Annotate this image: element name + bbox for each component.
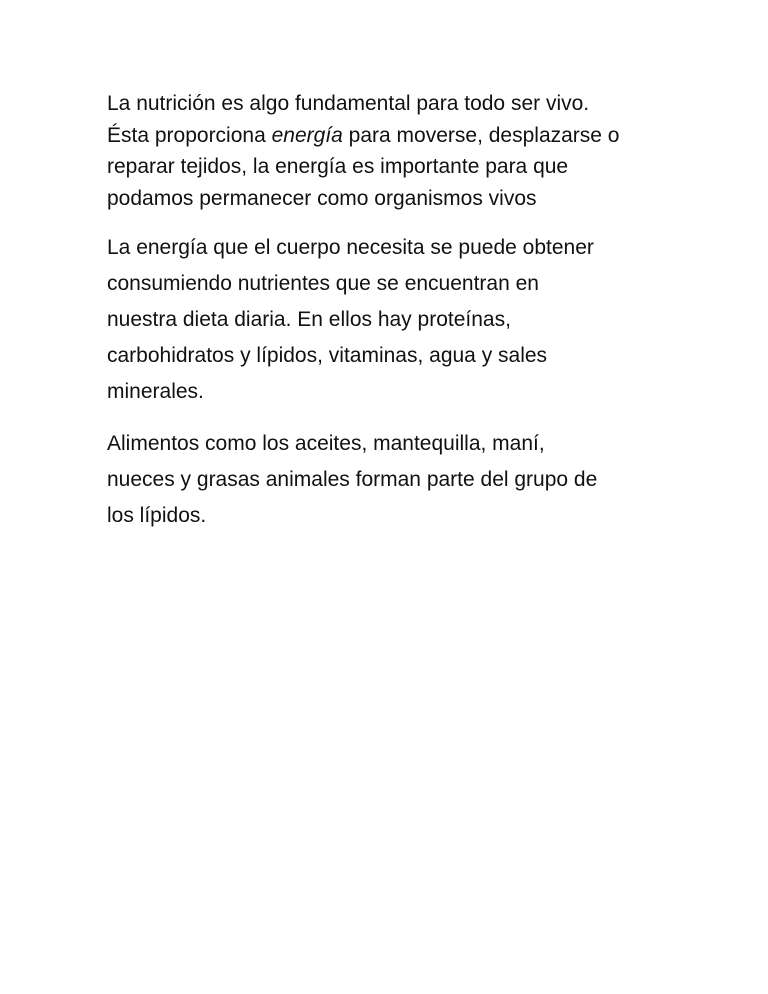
text-line: Alimentos como los aceites, mantequilla, maní, (107, 432, 545, 455)
text-line: nuestra dieta diaria. En ellos hay proteínas, (107, 308, 511, 331)
text-segment: Ésta proporciona (107, 123, 272, 147)
text-line: La energía que el cuerpo necesita se puede obtener (107, 236, 594, 259)
document-body (107, 88, 707, 534)
text-segment: para moverse, desplazarse o (342, 123, 620, 147)
paragraph-lipids (107, 426, 707, 534)
text-line: carbohidratos y lípidos, vitaminas, agua y sales (107, 344, 548, 367)
text-line: reparar tejidos, la energía es importante para que (107, 155, 569, 178)
text-line: consumiendo nutrientes que se encuentran en (107, 272, 539, 295)
paragraph-energy (107, 230, 707, 410)
text-line: La nutrición es algo fundamental para todo ser vivo. (107, 92, 590, 115)
text-line: nueces y grasas animales forman parte del grupo de (107, 468, 598, 491)
emphasized-word: energía (271, 123, 343, 147)
text-line: minerales. (107, 380, 204, 403)
paragraph-nutrition (107, 88, 707, 214)
text-line: los lípidos. (107, 504, 207, 527)
text-line: podamos permanecer como organismos vivos (107, 186, 537, 210)
text-line (107, 120, 707, 152)
